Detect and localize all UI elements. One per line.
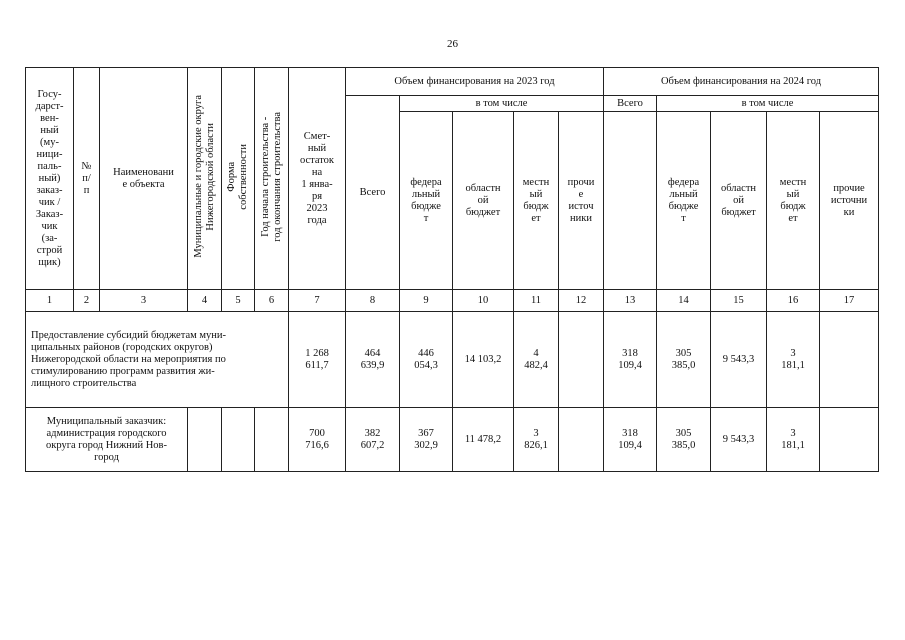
table-row-customer bbox=[26, 408, 879, 472]
column-number-row bbox=[26, 290, 879, 312]
header-total-2023: Всего bbox=[346, 96, 400, 290]
header-federal-2023: федера льный бюдже т bbox=[400, 112, 453, 290]
cell-local-2024: 3 181,1 bbox=[767, 312, 820, 408]
column-number: 1 bbox=[26, 290, 74, 312]
header-object-name: Наименовани е объекта bbox=[100, 68, 188, 290]
cell-total-2023: 382 607,2 bbox=[346, 408, 400, 472]
column-number: 14 bbox=[657, 290, 711, 312]
column-number: 8 bbox=[346, 290, 400, 312]
header-local-2024: местн ый бюдж ет bbox=[767, 112, 820, 290]
header-districts: Муниципальные и городские округа Нижегородской области bbox=[188, 68, 222, 290]
header-fin-2023: Объем финансирования на 2023 год bbox=[346, 68, 604, 96]
cell-empty bbox=[222, 408, 255, 472]
header-num: № п/ п bbox=[74, 68, 100, 290]
cell-federal-2023: 367 302,9 bbox=[400, 408, 453, 472]
header-total-2024: Всего bbox=[604, 96, 657, 112]
cell-regional-2023: 11 478,2 bbox=[453, 408, 514, 472]
cell-other-2023 bbox=[559, 408, 604, 472]
table-row-subsidies bbox=[26, 312, 879, 408]
column-number: 13 bbox=[604, 290, 657, 312]
cell-other-2024 bbox=[820, 408, 879, 472]
financing-table bbox=[25, 67, 879, 472]
cell-regional-2023: 14 103,2 bbox=[453, 312, 514, 408]
cell-balance: 700 716,6 bbox=[289, 408, 346, 472]
page-number: 26 bbox=[447, 38, 458, 50]
column-number: 17 bbox=[820, 290, 879, 312]
header-regional-2024: областн ой бюджет bbox=[711, 112, 767, 290]
header-fin-2024: Объем финансирования на 2024 год bbox=[604, 68, 879, 96]
column-number: 9 bbox=[400, 290, 453, 312]
column-number: 16 bbox=[767, 290, 820, 312]
header-local-2023: местн ый бюдж ет bbox=[514, 112, 559, 290]
header-other-2023: прочи е источ ники bbox=[559, 112, 604, 290]
column-number: 10 bbox=[453, 290, 514, 312]
column-number: 6 bbox=[255, 290, 289, 312]
row-label: Муниципальный заказчик: администрация городского округа город Нижний Нов- город bbox=[26, 408, 188, 472]
header-regional-2023: областн ой бюджет bbox=[453, 112, 514, 290]
cell-local-2023: 3 826,1 bbox=[514, 408, 559, 472]
cell-federal-2024: 305 385,0 bbox=[657, 312, 711, 408]
cell-other-2023 bbox=[559, 312, 604, 408]
cell-federal-2024: 305 385,0 bbox=[657, 408, 711, 472]
header-including-2023: в том числе bbox=[400, 96, 604, 112]
column-number: 4 bbox=[188, 290, 222, 312]
cell-balance: 1 268 611,7 bbox=[289, 312, 346, 408]
header-years: Год начала строительства - год окончания строительства bbox=[255, 68, 289, 290]
cell-empty bbox=[255, 408, 289, 472]
column-number: 11 bbox=[514, 290, 559, 312]
header-customer: Госу- дарст- вен- ный (му- ници- паль- ный) заказ- чик / Заказ- чик (за- строй щик) bbox=[26, 68, 74, 290]
cell-other-2024 bbox=[820, 312, 879, 408]
column-number: 5 bbox=[222, 290, 255, 312]
column-number: 12 bbox=[559, 290, 604, 312]
cell-regional-2024: 9 543,3 bbox=[711, 408, 767, 472]
column-number: 2 bbox=[74, 290, 100, 312]
cell-local-2023: 4 482,4 bbox=[514, 312, 559, 408]
cell-regional-2024: 9 543,3 bbox=[711, 312, 767, 408]
column-number: 7 bbox=[289, 290, 346, 312]
column-number: 3 bbox=[100, 290, 188, 312]
header-balance: Смет- ный остаток на 1 янва- ря 2023 года bbox=[289, 68, 346, 290]
cell-federal-2023: 446 054,3 bbox=[400, 312, 453, 408]
cell-total-2024: 318 109,4 bbox=[604, 312, 657, 408]
cell-total-2023: 464 639,9 bbox=[346, 312, 400, 408]
row-label: Предоставление субсидий бюджетам муни- ципальных районов (городских округов) Нижегородской области на мероприятия по стимулированию программ развития жи- лищного строительства bbox=[26, 312, 289, 408]
header-federal-2024: федера льный бюдже т bbox=[657, 112, 711, 290]
header-other-2024: прочие источни ки bbox=[820, 112, 879, 290]
column-number: 15 bbox=[711, 290, 767, 312]
header-including-2024: в том числе bbox=[657, 96, 879, 112]
cell-local-2024: 3 181,1 bbox=[767, 408, 820, 472]
cell-empty bbox=[188, 408, 222, 472]
header-ownership: Форма собственности bbox=[222, 68, 255, 290]
header-empty-2024 bbox=[604, 112, 657, 290]
cell-total-2024: 318 109,4 bbox=[604, 408, 657, 472]
